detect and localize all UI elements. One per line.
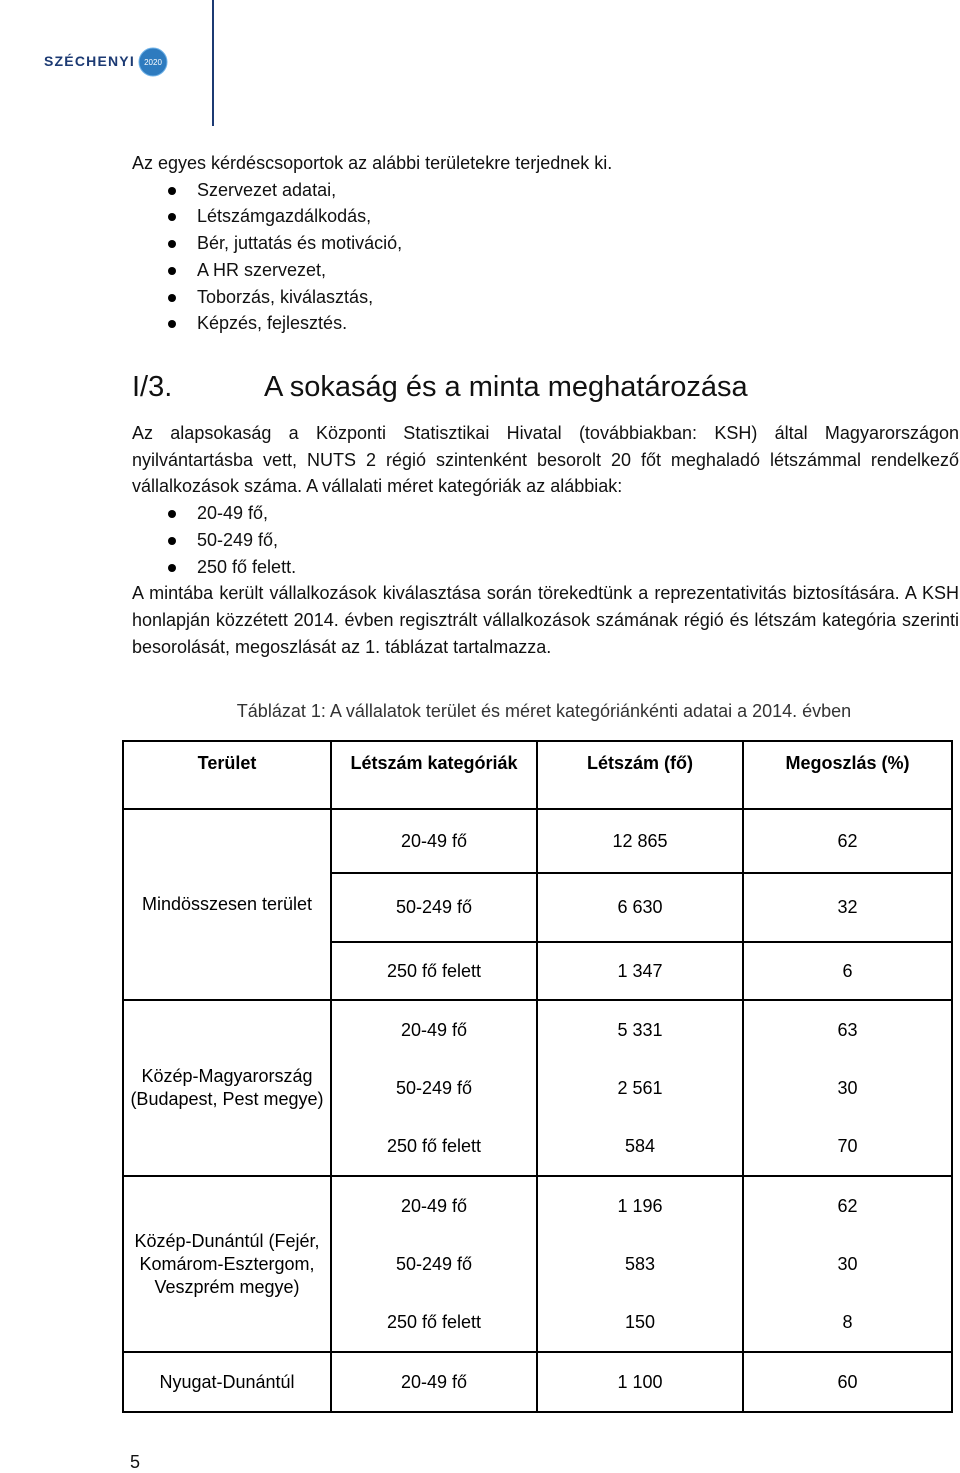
category-cell: 50-249 fő xyxy=(331,1059,537,1118)
share-cell: 30 xyxy=(743,1059,952,1118)
region-cell: Közép-Magyarország (Budapest, Pest megye) xyxy=(123,1000,331,1176)
list-item: 250 fő felett. xyxy=(132,554,959,581)
share-cell: 62 xyxy=(743,1176,952,1235)
list-item: A HR szervezet, xyxy=(132,257,959,284)
share-cell: 63 xyxy=(743,1000,952,1059)
region-cell: Mindösszesen terület xyxy=(123,809,331,1000)
count-cell: 1 100 xyxy=(537,1352,743,1412)
area-list xyxy=(132,177,959,337)
category-cell: 20-49 fő xyxy=(331,1000,537,1059)
logo-text: SZÉCHENYI xyxy=(44,53,135,69)
header-divider xyxy=(212,0,214,126)
category-cell: 250 fő felett xyxy=(331,1294,537,1352)
count-cell: 2 561 xyxy=(537,1059,743,1118)
population-paragraph: Az alapsokaság a Központi Statisztikai Hivatal (továbbiakban: KSH) által Magyarországon nyilvántartásba vett, NUTS 2 régió szintenként besorolt 20 főt meghaladó létszámmal rendelkező vállalkozások száma. A vállalati méret kategóriák az alábbiak: xyxy=(132,423,959,497)
size-category-list xyxy=(132,500,959,580)
header-cell: Terület xyxy=(123,741,331,809)
category-cell: 50-249 fő xyxy=(331,1235,537,1294)
sample-paragraph: A mintába került vállalkozások kiválasztása során törekedtünk a reprezentativitás biztosítására. A KSH honlapján közzétett 2014. évben regisztrált vállalkozások számának régió és létszám kategória szerinti besorolását, megoszlását az 1. táblázat tartalmazza. xyxy=(132,583,959,657)
count-cell: 1 196 xyxy=(537,1176,743,1235)
section-title: A sokaság és a minta meghatározása xyxy=(264,371,748,403)
header-cell: Létszám kategóriák xyxy=(331,741,537,809)
list-item: 20-49 fő, xyxy=(132,500,959,527)
count-cell: 583 xyxy=(537,1235,743,1294)
intro-text: Az egyes kérdéscsoportok az alábbi területekre terjednek ki. xyxy=(132,153,613,173)
section-number: I/3. xyxy=(132,371,173,403)
count-cell: 12 865 xyxy=(537,809,743,873)
region-cell: Nyugat-Dunántúl xyxy=(123,1352,331,1412)
count-cell: 1 347 xyxy=(537,942,743,1000)
count-cell: 150 xyxy=(537,1294,743,1352)
category-cell: 20-49 fő xyxy=(331,809,537,873)
category-cell: 250 fő felett xyxy=(331,942,537,1000)
count-cell: 6 630 xyxy=(537,873,743,942)
table-header-row xyxy=(123,741,952,809)
share-cell: 60 xyxy=(743,1352,952,1412)
category-cell: 20-49 fő xyxy=(331,1176,537,1235)
share-cell: 32 xyxy=(743,873,952,942)
data-table xyxy=(122,740,953,1413)
share-cell: 70 xyxy=(743,1118,952,1176)
category-cell: 250 fő felett xyxy=(331,1118,537,1176)
header-cell: Létszám (fő) xyxy=(537,741,743,809)
logo-badge-icon xyxy=(138,47,168,77)
share-cell: 6 xyxy=(743,942,952,1000)
region-cell: Közép-Dunántúl (Fejér, Komárom-Esztergom, Veszprém megye) xyxy=(123,1176,331,1352)
section-heading xyxy=(132,367,932,407)
table-row xyxy=(123,1000,952,1059)
category-cell: 20-49 fő xyxy=(331,1352,537,1412)
list-item: Szervezet adatai, xyxy=(132,177,959,204)
header-cell: Megoszlás (%) xyxy=(743,741,952,809)
share-cell: 62 xyxy=(743,809,952,873)
category-cell: 50-249 fő xyxy=(331,873,537,942)
list-item: Képzés, fejlesztés. xyxy=(132,310,959,337)
logo-badge-text: 2020 xyxy=(144,58,162,67)
table-caption: Táblázat 1: A vállalatok terület és méret kategóriánkénti adatai a 2014. évben xyxy=(236,701,852,721)
list-item: Toborzás, kiválasztás, xyxy=(132,284,959,311)
count-cell: 5 331 xyxy=(537,1000,743,1059)
intro-section xyxy=(132,150,959,337)
list-item: Létszámgazdálkodás, xyxy=(132,203,959,230)
list-item: Bér, juttatás és motiváció, xyxy=(132,230,959,257)
list-item: 50-249 fő, xyxy=(132,527,959,554)
page-number: 5 xyxy=(130,1452,141,1472)
table-row xyxy=(123,809,952,873)
share-cell: 30 xyxy=(743,1235,952,1294)
share-cell: 8 xyxy=(743,1294,952,1352)
table-row xyxy=(123,1176,952,1235)
count-cell: 584 xyxy=(537,1118,743,1176)
population-section xyxy=(132,420,959,660)
table-row xyxy=(123,1352,952,1412)
szechenyi-logo xyxy=(44,46,168,76)
